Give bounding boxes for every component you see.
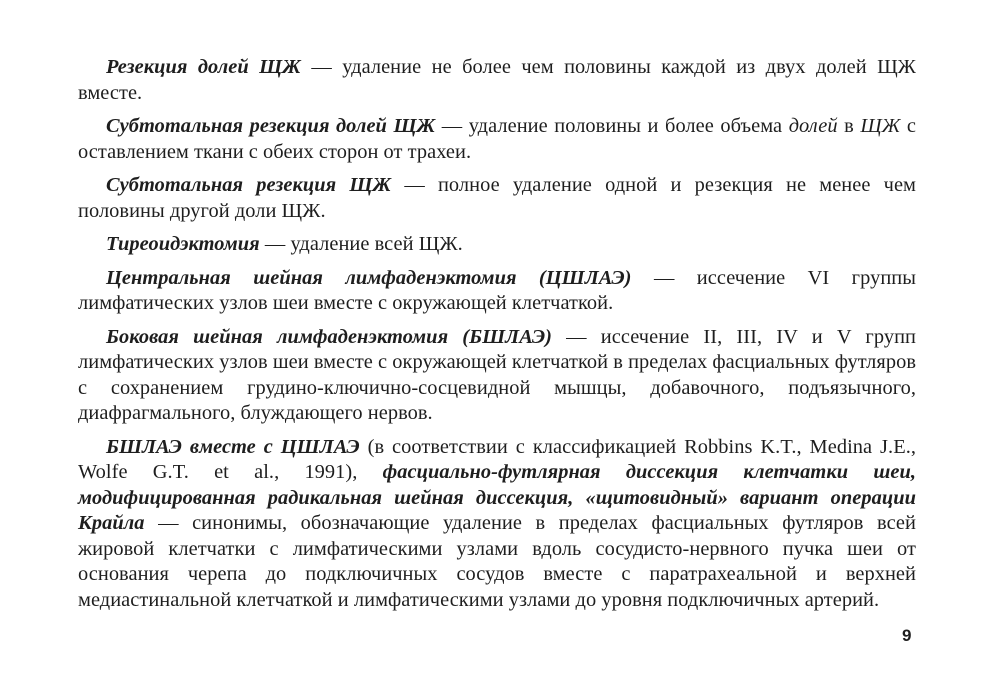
paragraph-resection-lobes [78, 55, 916, 106]
term-thyroidectomy: Тиреоидэктомия [106, 233, 260, 255]
term-lateral-neck-dissection: Боковая шейная лимфаденэктомия (БШЛАЭ) [106, 325, 552, 348]
definition-subtotal-lobes-part-a: — удаление половины и более объема [435, 115, 789, 137]
page-body [78, 55, 916, 621]
definition-subtotal-lobes-part-b: в [837, 115, 861, 137]
paragraph-subtotal-resection-lobes [78, 114, 916, 165]
term-subtotal-resection-lobes: Субтотальная резекция долей ЩЖ [106, 115, 436, 137]
definition-lateral-neck-dissection: — иссечение II, III, IV и V групп лимфатических узлов шеи вместе с окружающей клетчаткой в пределах фасциальных футляров с сохранением грудино-ключично-сосцевидной мышцы, добавочного, подъязычного, диафрагмального, блуждающего нервов. [78, 325, 917, 424]
term-subtotal-resection-thyroid: Субтотальная резекция ЩЖ [106, 174, 392, 196]
term-central-neck-dissection: Центральная шейная лимфаденэктомия (ЦШЛАЭ) [106, 266, 632, 289]
term-resection-lobes: Резекция долей ЩЖ [106, 56, 301, 78]
definition-combined-neck-dissection: — синонимы, обозначающие удаление в пределах фасциальных футляров всей жировой клетчатки с лимфатическими узлами вдоль сосудисто-нервного пучка шеи от основания черепа до подключичных сосудов вместе с паратрахеальной и верхней медиастинальной клетчаткой и лимфатическими узлами до уровня подключичных артерий. [78, 512, 916, 611]
definition-subtotal-lobes-italic-a: долей [788, 115, 838, 137]
definition-subtotal-resection-thyroid: — полное удаление одной и резекция не менее чем половины другой доли ЩЖ. [78, 174, 917, 222]
definition-thyroidectomy: — удаление всей ЩЖ. [259, 233, 463, 255]
paragraph-thyroidectomy [78, 232, 916, 258]
paragraph-combined-neck-dissection [78, 435, 916, 614]
definition-subtotal-lobes-part-c: с оставлением ткани с обеих сторон от трахеи. [78, 115, 916, 163]
paragraph-central-neck-dissection [78, 266, 916, 317]
term-combined-neck-dissection: БШЛАЭ вместе с ЦШЛАЭ [106, 435, 360, 458]
page-number: 9 [902, 626, 912, 645]
definition-combined-citation: (в соответствии с классификацией Robbins K.T., Medina J.E., Wolfe G.T. et al., 1991), [78, 435, 916, 483]
definition-subtotal-lobes-italic-b: ЩЖ [860, 115, 901, 137]
paragraph-subtotal-resection-thyroid [78, 173, 916, 224]
definition-central-neck-dissection: — иссечение VI группы лимфатических узлов шеи вместе с окружающей клетчаткой. [78, 266, 916, 314]
definition-resection-lobes: — удаление не более чем половины каждой из двух долей ЩЖ вместе. [78, 56, 917, 104]
term-synonyms: фасциально-футлярная диссекция клетчатки шеи, модифицированная радикальная шейная диссекция, «щитовидный» вариант операции Крайла [78, 461, 916, 534]
paragraph-lateral-neck-dissection [78, 325, 916, 427]
